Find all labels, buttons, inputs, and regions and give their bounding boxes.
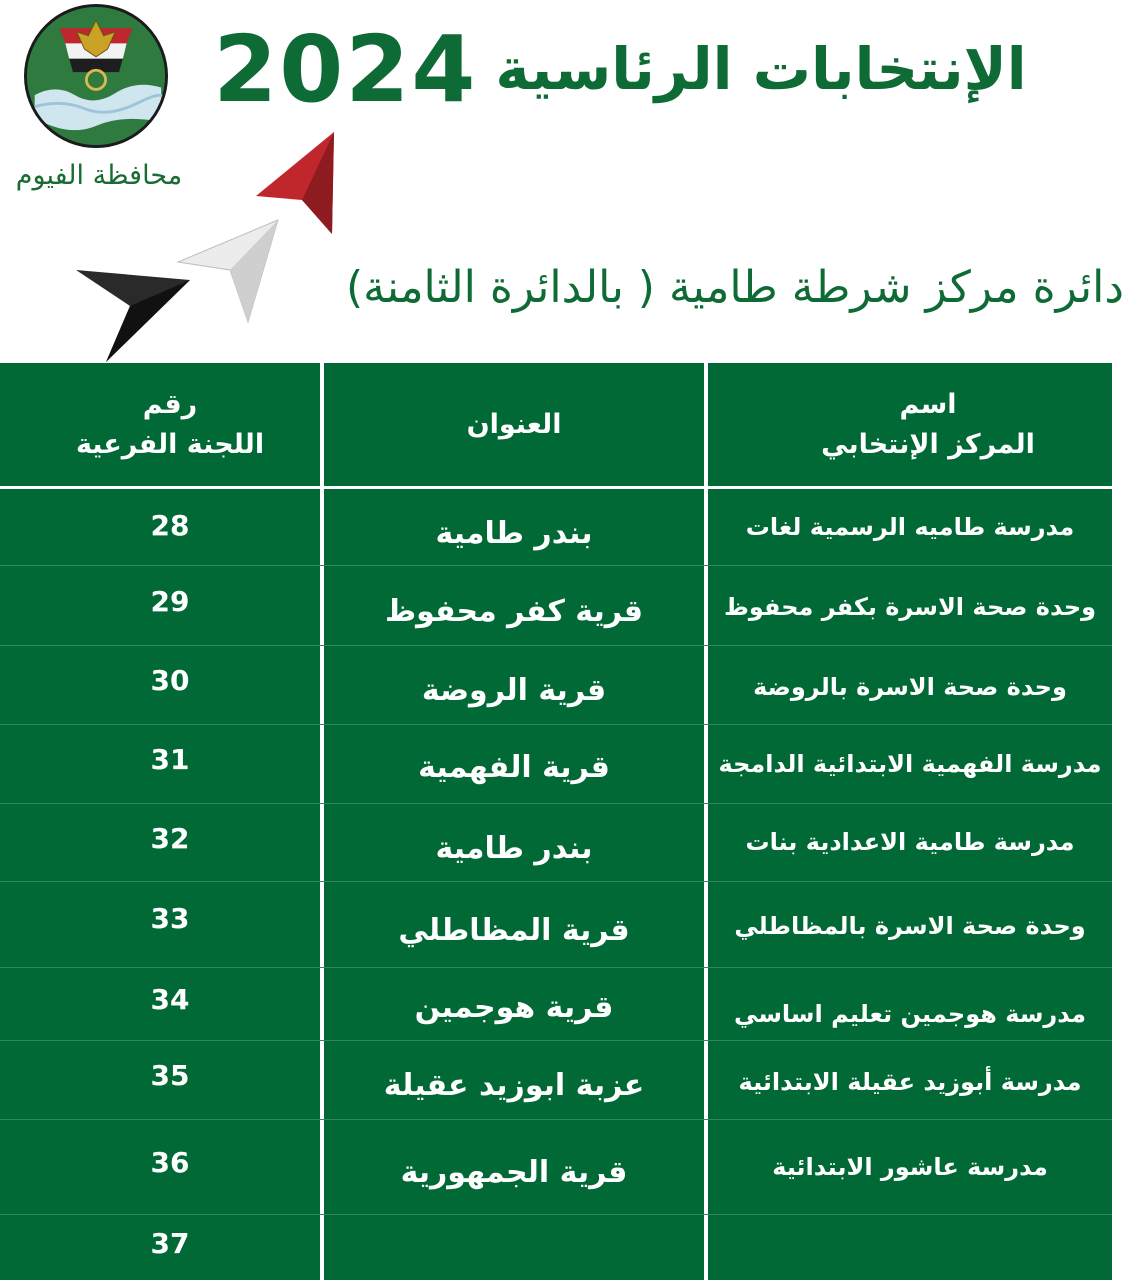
table-row: [0, 489, 1112, 565]
table-row: [0, 565, 1112, 645]
governorate-name: محافظة الفيوم: [15, 160, 183, 191]
cell-center-name: وحدة صحة الاسرة بالمظاطلي: [734, 912, 1086, 940]
cell-address: قرية الفهمية: [418, 750, 610, 785]
cell-committee-number: 33: [150, 901, 190, 935]
cell-committee-number: 30: [150, 664, 190, 697]
table-row: [0, 724, 1112, 803]
cell-address: بندر طامية: [435, 515, 593, 551]
table-row: [0, 1040, 1112, 1119]
cell-address: عزبة ابوزيد عقيلة: [383, 1068, 645, 1103]
cell-center-name: مدرسة عاشور الابتدائية: [772, 1152, 1048, 1181]
table-row: [0, 1214, 1112, 1280]
cell-committee-number: 28: [150, 508, 190, 542]
table-row: [0, 803, 1112, 881]
header-number-line2: اللجنة الفرعية: [75, 428, 265, 460]
table-row: [0, 881, 1112, 967]
cell-address: قرية كفر محفوظ: [384, 593, 644, 629]
table-row: [0, 967, 1112, 1040]
cell-center-name: مدرسة الفهمية الابتدائية الدامجة: [718, 749, 1102, 778]
page-title: [213, 14, 1027, 124]
polling-stations-table: [0, 363, 1112, 1280]
header-address: [324, 363, 704, 486]
cell-committee-number: 36: [150, 1146, 190, 1179]
cell-address: قرية الروضة: [421, 673, 607, 708]
cell-center-name: مدرسة طاميه الرسمية لغات: [745, 513, 1075, 541]
cell-center-name: مدرسة أبوزيد عقيلة الابتدائية: [738, 1067, 1082, 1096]
cell-center-name: مدرسة طامية الاعدادية بنات: [745, 828, 1075, 856]
cell-center-name: وحدة صحة الاسرة بكفر محفوظ: [723, 593, 1097, 621]
header-number-line1: رقم: [142, 388, 198, 420]
cell-committee-number: 29: [150, 584, 190, 618]
header-name-line1: اسم: [899, 388, 957, 420]
header-name-line2: المركز الإنتخابي: [821, 428, 1035, 460]
title-text: الإنتخابات الرئاسية: [495, 35, 1027, 103]
cell-address: قرية الجمهورية: [400, 1155, 628, 1190]
cell-address: بندر طامية: [435, 830, 593, 866]
cell-address: قرية المظاطلي: [398, 912, 630, 948]
cell-committee-number: 34: [150, 983, 190, 1016]
table-row: [0, 1119, 1112, 1214]
cell-center-name: مدرسة هوجمين تعليم اساسي: [734, 999, 1086, 1028]
cell-committee-number: 35: [150, 1059, 190, 1092]
table-row: [0, 645, 1112, 724]
cell-center-name: [708, 1214, 1112, 1280]
header-name: [708, 363, 1136, 486]
cell-committee-number: 31: [150, 743, 190, 776]
cell-center-name: وحدة صحة الاسرة بالروضة: [753, 672, 1067, 701]
black-arrow-icon: [76, 270, 190, 362]
cell-committee-number: 37: [150, 1226, 190, 1260]
red-arrow-icon: [256, 132, 334, 234]
cell-address: قرية هوجمين: [414, 990, 614, 1025]
title-year: 2024: [213, 15, 478, 123]
cell-committee-number: 32: [150, 821, 190, 855]
header-address-label: العنوان: [466, 408, 562, 440]
district-subtitle: دائرة مركز شرطة طامية ( بالدائرة الثامنة): [345, 262, 1124, 313]
cell-address: [324, 1214, 704, 1280]
flag-arrows-decoration: [66, 122, 356, 370]
header-number: [0, 363, 340, 486]
white-arrow-icon: [178, 220, 278, 322]
